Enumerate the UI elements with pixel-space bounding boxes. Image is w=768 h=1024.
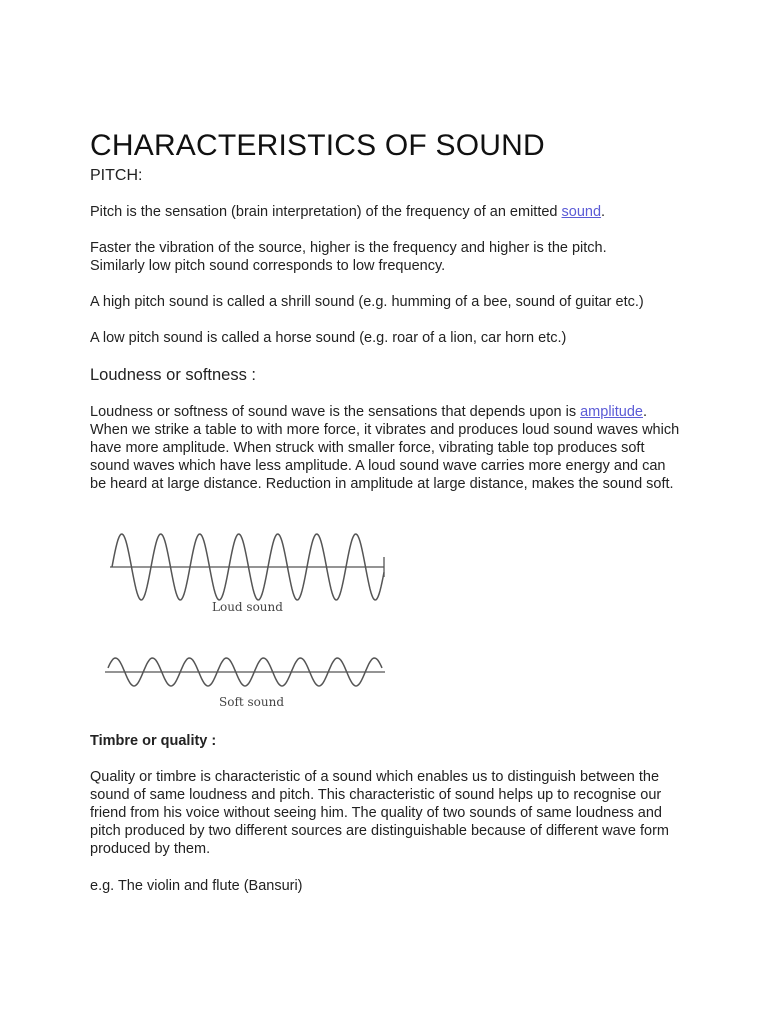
pitch-paragraph-4: A low pitch sound is called a horse sound (e.g. roar of a lion, car horn etc.) [90, 330, 567, 346]
pitch-paragraph-1 [90, 203, 690, 221]
loudness-paragraph [90, 403, 682, 493]
pitch-p1-text: Pitch is the sensation (brain interpretation) of the frequency of an emitted [90, 204, 562, 220]
loud-sound-label: Loud sound [212, 600, 283, 614]
loudness-p1-rest: . When we strike a table to with more force, it vibrates and produces loud sound waves which have more amplitude. When struck with smaller force, vibrating table top produces soft sound waves which have less amplitude. A loud sound wave carries more energy and can be heard at large distance. Reduction in amplitude at large distance, makes the sound soft. [90, 404, 680, 492]
timbre-paragraph-2: e.g. The violin and flute (Bansuri) [90, 878, 303, 894]
page-title: CHARACTERISTICS OF SOUND [90, 129, 545, 162]
wave-diagram [100, 522, 400, 712]
timbre-heading: Timbre or quality : [90, 733, 217, 749]
loudness-p1-text: Loudness or softness of sound wave is the sensations that depends upon is [90, 404, 581, 420]
pitch-heading: PITCH: [90, 167, 143, 184]
soft-sound-label: Soft sound [219, 695, 285, 709]
loudness-heading: Loudness or softness : [90, 366, 257, 384]
amplitude-link[interactable]: amplitude [580, 404, 643, 420]
pitch-paragraph-3: A high pitch sound is called a shrill sound (e.g. humming of a bee, sound of guitar etc.) [90, 294, 644, 310]
pitch-paragraph-2: Faster the vibration of the source, higher is the frequency and higher is the pitch. Similarly low pitch sound corresponds to low frequency. [90, 240, 607, 274]
sound-link[interactable]: sound [561, 204, 602, 220]
pitch-p1-end: . [601, 204, 606, 220]
timbre-paragraph-1: Quality or timbre is characteristic of a sound which enables us to distinguish between the sound of same loudness and pitch. This characteristic of sound helps up to recognise our friend from his voice without seeing him. The quality of two sounds of same loudness and pitch produced by two different sources are distinguishable because of different wave form produced by them. [90, 769, 669, 857]
sound-wave-figure [100, 522, 400, 717]
